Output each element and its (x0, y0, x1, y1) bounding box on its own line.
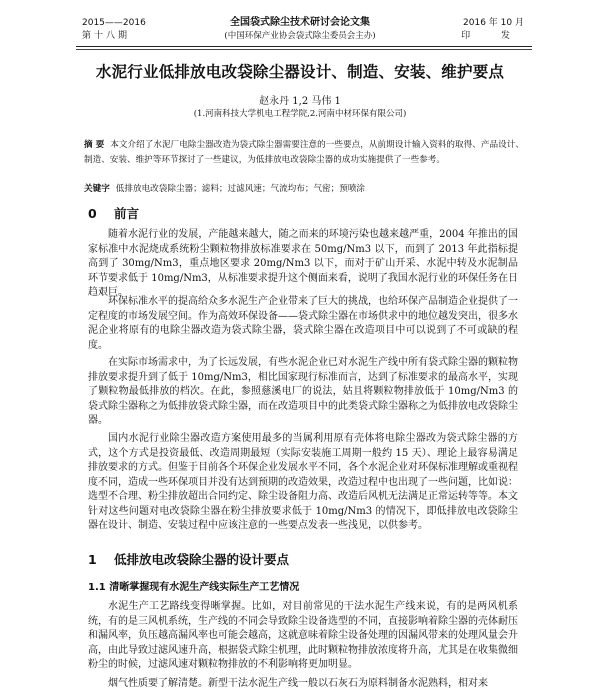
paragraph: 环保标准水平的提高给众多水泥生产企业带来了巨大的挑战，也给环保产品制造企业提供了一定程度的市场发展空间。作为高效环保设备——袋式除尘器在市场供求中的地位越发突出，很多水泥企业将原有的电除尘器改造为袋式除尘器，袋式除尘器在改造项目中可以说到了不可或缺的程度。 (88, 296, 518, 351)
keywords (84, 183, 524, 196)
paragraph: 国内水泥行业除尘器改造方案使用最多的当属利用原有壳体将电除尘器改为袋式除尘器的方式，这个方式是投资最低、改造周期最短（实际安装施工周期一般约 15 天）、理论上最容易满足排放要求的方式。但鉴于目前各个环保企业发展水平不同，各个水泥企业对环保标准理解或重视程度不同，造成一些环保项目并没有达到预期的改造效果，改造过程中也出现了一些问题，比如说：选型不合理、粉尘排放超出合同约定、除尘设备阻力高、改造后风机无法满足正常运转等等。本文针对这些问题对电改袋除尘器在粉尘排放要求低于 10mg/Nm3 的情况下，即低排放电改袋除尘器在设计、制造、安装过程中应该注意的一些要点发表一些浅见，以供参考。 (88, 433, 518, 531)
header-date: 2016 年 10 月 (463, 18, 524, 28)
authors: 赵永丹 1,2 马伟 1 (259, 96, 341, 107)
header-journal-title: 全国袋式除尘技术研讨会论文集 (230, 17, 370, 28)
abstract-label: 摘 要 (84, 140, 105, 150)
section-heading-design (88, 550, 289, 568)
paragraph: 在实际市场需求中，为了长远发展，有些水泥企业已对水泥生产线中所有袋式除尘器的颗粒物排放要求提升到了低于 10mg/Nm3，相比国家现行标准而言，达到了标准要求的最高水平，实现了颗粒物最低排放的档次。在此，参照慈溪电厂的说法，姑且将颗粒物排放低于 10mg/Nm3 的袋式除尘器称之为低排放袋式除尘器，而在改造项目中的此类袋式除尘器称之为低排放电改袋除尘器。 (88, 357, 518, 426)
abstract (84, 138, 524, 168)
section-title: 前言 (114, 206, 140, 221)
subsection-heading: 1.1 清晰掌握现有水泥生产线实际生产工艺情况 (88, 582, 300, 593)
running-header (0, 14, 600, 48)
paragraph: 随着水泥行业的发展，产能越来越大，随之而来的环境污染也越来越严重，2004 年推出的国家标准中水泥烧成系统粉尘颗粒物排放标准要求在 50mg/Nm3 以下，而到了 2013 年此指标提高到了 30mg/Nm3，重点地区要求 20mg/Nm3 以下，而对于矿山开采、水泥中转及水泥制品环节要求低于 10mg/Nm3，从标准要求提升这个侧面来看，说明了我国水泥行业的环保任务在日趋艰巨。 (88, 229, 518, 298)
abstract-text: 本文介绍了水泥厂电除尘器改造为袋式除尘器需要注意的一些要点，从前期设计输入资料的取得、产品设计、制造、安装、维护等环节探讨了一些建议，为低排放电改袋除尘器的成功实施提供了一些参考。 (84, 140, 524, 165)
keywords-text: 低排放电改袋除尘器；滤料；过滤风速；气流均布；气密；预喷涂 (115, 184, 366, 194)
keywords-label: 关键字 (84, 184, 110, 194)
section-heading-preface (88, 204, 139, 222)
paragraph: 烟气性质要了解清楚。新型干法水泥生产线一般以石灰石为原料制备水泥熟料，相对来 (108, 678, 488, 689)
header-print-note: 印 发 (461, 31, 524, 41)
section-title: 低排放电改袋除尘器的设计要点 (114, 552, 290, 567)
affiliation: (1.河南科技大学机电工程学院,2.河南中材环保有限公司) (193, 109, 407, 119)
header-period: 2015——2016 (82, 18, 146, 28)
header-journal-subtitle: (中国环保产业协会袋式除尘委员会主办) (224, 31, 376, 41)
paragraph: 水泥生产工艺路线变得晰掌握。比如，对目前常见的干法水泥生产线来说，有的是两风机系统，有的是三风机系统，生产线的不同会导致除尘设备选型的不同，直接影响着除尘器的壳体耐压和漏风率，负压越高漏风率也可能会越高，这就意味着除尘设备处理的因漏风带来的处理风量会升高，由此导致过滤风速升高，根据袋式除尘机理，此时颗粒物排放浓度将升高，尤其是在收集微细粉尘的时候，过滤风速对颗粒物排放的不利影响将更加明显。 (88, 601, 518, 670)
header-rule (76, 46, 532, 47)
paper-title: 水泥行业低排放电改袋除尘器设计、制造、安装、维护要点 (95, 63, 505, 81)
header-issue: 第十八期 (82, 31, 131, 41)
header-rule-thin (76, 49, 532, 50)
section-number: 0 (88, 206, 97, 221)
section-number: 1 (88, 552, 97, 567)
